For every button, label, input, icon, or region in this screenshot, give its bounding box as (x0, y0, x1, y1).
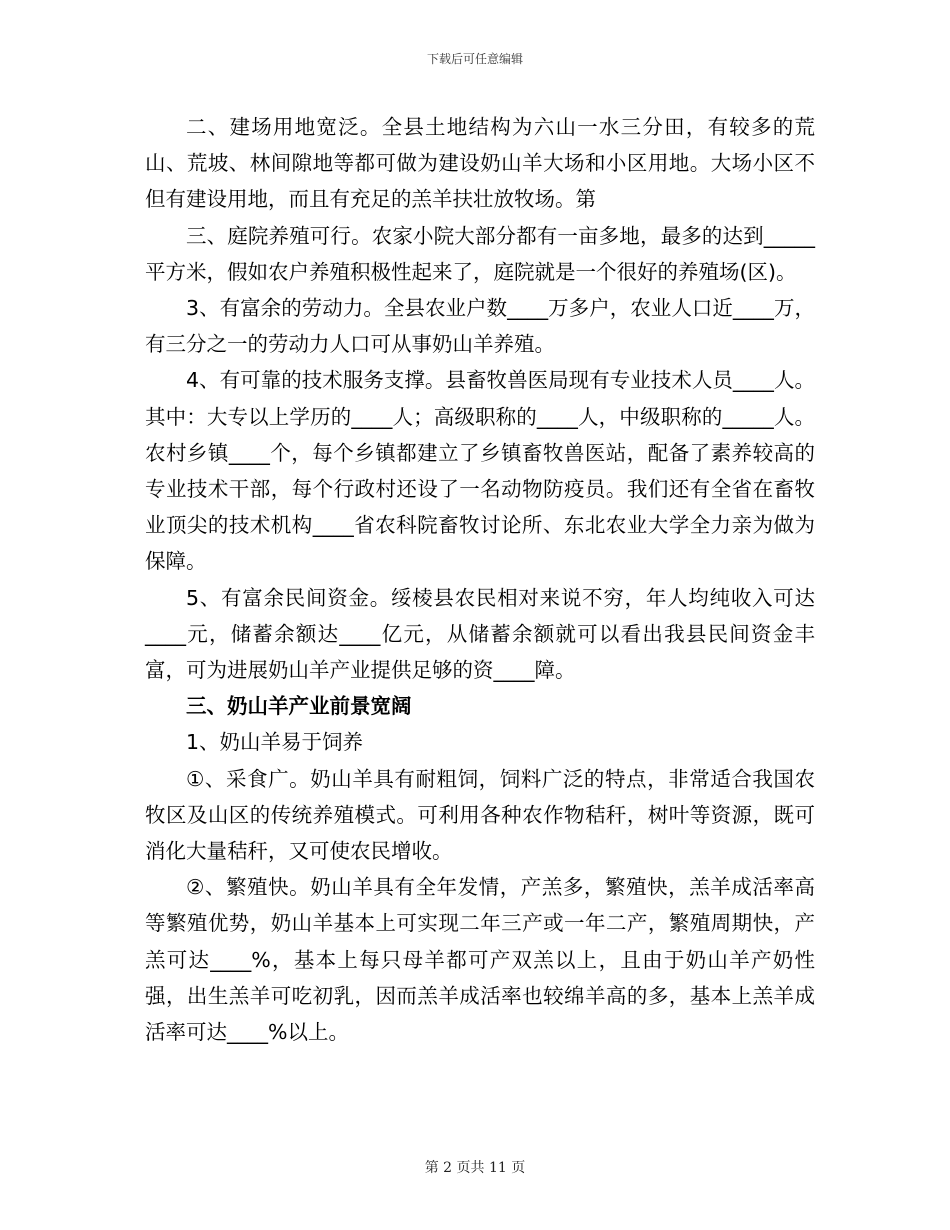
paragraph-wide-feeding: ①、采食广。奶山羊具有耐粗饲，饲料广泛的特点，非常适合我国农牧区及山区的传统养殖模式。可利用各种农作物秸秆，树叶等资源，既可消化大量秸秆，又可使农民增收。 (145, 766, 815, 864)
paragraph-private-funds: 5、有富余民间资金。绥棱县农民相对来说不穷，年人均纯收入可达____元，储蓄余额达____亿元，从储蓄余额就可以看出我县民间资金丰富，可为进展奶山羊产业提供足够的资____障。 (145, 585, 815, 683)
document-body (145, 109, 815, 1050)
paragraph-fast-breeding: ②、繁殖快。奶山羊具有全年发情，产羔多，繁殖快，羔羊成活率高等繁殖优势，奶山羊基本上可实现二年三产或一年二产，繁殖周期快，产羔可达____%，基本上每只母羊都可产双羔以上，且由于奶山羊产奶性强，出生羔羊可吃初乳，因而羔羊成活率也较绵羊高的多，基本上羔羊成活率可达____%以上。 (145, 875, 815, 1045)
paragraph-technical-support: 4、有可靠的技术服务支撑。县畜牧兽医局现有专业技术人员____人。其中：大专以上学历的____人；高级职称的____人，中级职称的_____人。农村乡镇____个，每个乡镇都建立了乡镇畜牧兽医站，配备了素养较高的专业技术干部，每个行政村还设了一名动物防疫员。我们还有全省在畜牧业顶尖的技术机构____省农科院畜牧讨论所、东北农业大学全力亲为做为保障。 (145, 368, 815, 574)
section-heading-prospects: 三、奶山羊产业前景宽阔 (186, 694, 412, 719)
paragraph-land-use: 二、建场用地宽泛。全县土地结构为六山一水三分田，有较多的荒山、荒坡、林间隙地等都可做为建设奶山羊大场和小区用地。大场小区不但有建设用地，而且有充足的羔羊扶壮放牧场。第 (145, 115, 815, 212)
page-footer: 第 2 页共 11 页 (424, 1160, 526, 1176)
subheading-easy-to-raise: 1、奶山羊易于饲养 (186, 730, 364, 755)
paragraph-courtyard-farming: 三、庭院养殖可行。农家小院大部分都有一亩多地，最多的达到_____平方米，假如农户养殖积极性起来了，庭院就是一个很好的养殖场(区)。 (145, 223, 815, 284)
paragraph-labor-force: 3、有富余的劳动力。全县农业户数____万多户，农业人口近____万，有三分之一的劳动力人口可从事奶山羊养殖。 (145, 296, 815, 357)
page-header: 下载后可任意编辑 (426, 52, 523, 66)
